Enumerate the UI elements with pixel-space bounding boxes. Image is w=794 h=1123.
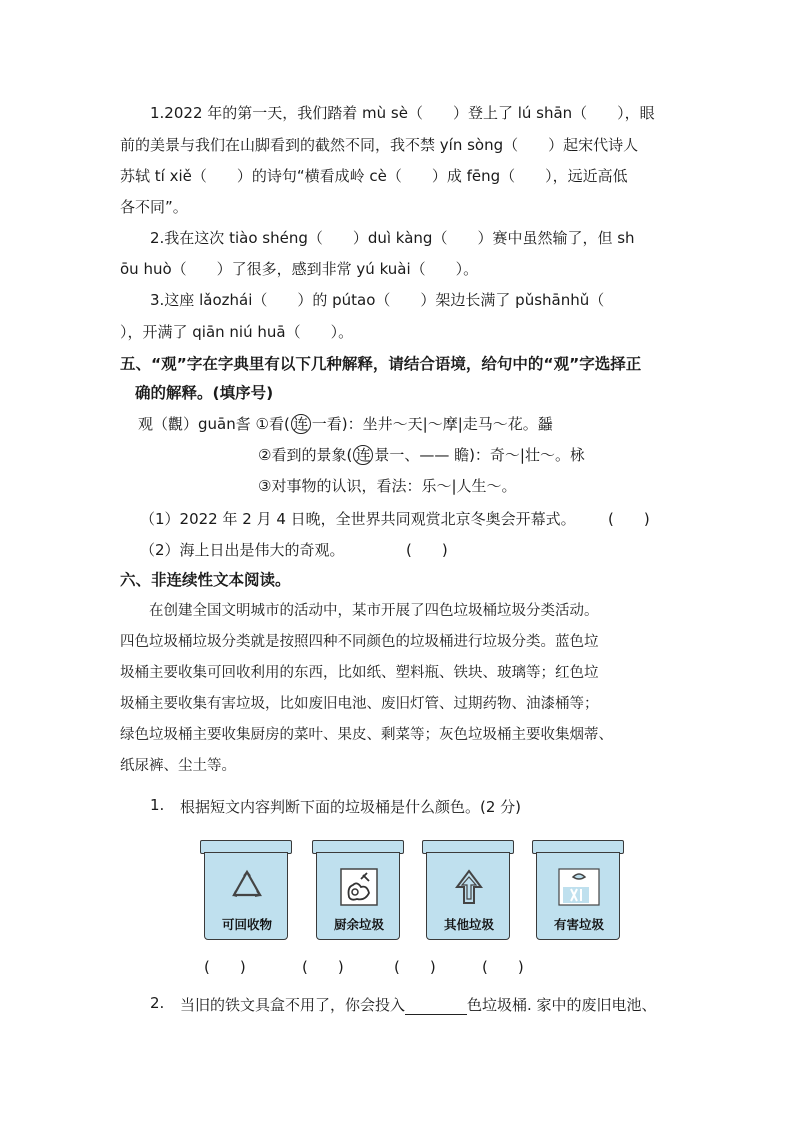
lian-circle-1: 连 (291, 414, 311, 434)
passage-line: 在创建全国文明城市的活动中，某市开展了四色垃圾桶垃圾分类活动。 (120, 603, 599, 619)
q4-line-5: 2.我在这次 tiào shéng（ ）duì kàng（ ）赛中虽然输了，但 sh (150, 229, 635, 247)
section6-q2-text-a: 当旧的铁文具盒不用了，你会投入 (180, 996, 406, 1014)
section5-title-line1: 五、“观”字在字典里有以下几种解释，请结合语境，给句中的“观”字选择正 (120, 355, 642, 373)
q4-line-2: 前的美景与我们在山脚看到的截然不同，我不禁 yín sòng（ ）起宋代诗人 (120, 136, 639, 154)
section6-q2-text-b: 色垃圾桶. 家中的废旧电池、 (467, 996, 657, 1014)
section6-q1-number: 1. (150, 796, 165, 814)
bin-answer-3[interactable]: ( ) (394, 958, 436, 976)
section5-q1-paren[interactable]: ( ) (608, 510, 650, 528)
bin-body (204, 852, 288, 940)
passage-line: 圾桶主要收集有害垃圾，比如废旧电池、废旧灯管、过期药物、油漆桶等； (120, 696, 599, 712)
bin-other-waste (422, 840, 514, 940)
bin-label: 厨余垃圾 (333, 917, 384, 932)
bin-recyclable (200, 840, 292, 940)
q4-line-4: 各不同”。 (120, 198, 188, 216)
section6-q2 (180, 994, 657, 1015)
dict-entry-head: 观（觀）guān䚻 ①看( (138, 415, 290, 433)
bin-food-waste (312, 840, 404, 940)
bin-answer-1[interactable]: ( ) (204, 958, 246, 976)
dict-entry-3: ③对事物的认识，看法：乐～|人生～。 (258, 477, 517, 495)
q4-line-8: ），开满了 qiān niú huā（ ）。 (120, 323, 354, 341)
bin-answer-4[interactable]: ( ) (482, 958, 524, 976)
reading-passage (120, 596, 680, 782)
answer-blank[interactable] (405, 998, 467, 1015)
section5-q1: （1）2022 年 2 月 4 日晚，全世界共同观赏北京冬奥会开幕式。 (140, 510, 576, 528)
dict-entry-2 (258, 445, 585, 465)
bin-body (536, 852, 620, 940)
section6-title: 六、非连续性文本阅读。 (120, 571, 291, 589)
bin-body (316, 852, 400, 940)
bin-label: 有害垃圾 (553, 917, 604, 932)
section6-q2-number: 2. (150, 994, 165, 1012)
hazard-icon (555, 867, 603, 907)
passage-line: 四色垃圾桶垃圾分类就是按照四种不同颜色的垃圾桶进行垃圾分类。蓝色垃 (120, 634, 599, 650)
dict-entry-2-head: ②看到的景象( (258, 446, 353, 464)
bin-answer-2[interactable]: ( ) (302, 958, 344, 976)
q4-line-7: 3.这座 lǎozhái（ ）的 pútao（ ）架边长满了 pǔshānhǔ（ (150, 291, 635, 309)
dict-entry-1 (138, 414, 553, 434)
recycle-icon (227, 867, 267, 907)
food-waste-icon (339, 867, 379, 907)
bin-body (426, 852, 510, 940)
other-waste-icon (449, 867, 489, 907)
q4-line-1: 1.2022 年的第一天，我们踏着 mù sè（ ）登上了 lú shān（ ），眼 (150, 104, 655, 122)
q4-line-6: ōu huò（ ）了很多，感到非常 yú kuài（ ）。 (120, 260, 479, 278)
section5-q2-paren[interactable]: ( ) (406, 541, 448, 559)
q4-line-3: 苏轼 tí xiě（ ）的诗句“横看成岭 cè（ ）成 fēng（ ），远近高低 (120, 167, 628, 185)
section5-q2: （2）海上日出是伟大的奇观。 (140, 541, 345, 559)
lian-circle-2: 连 (353, 445, 373, 465)
dict-entry-1-tail: 一看)：坐井～天|～摩|走马～花。䗺 (311, 415, 553, 433)
section5-title-line2: 确的解释。(填序号) (135, 384, 274, 402)
passage-line: 纸尿裤、尘土等。 (120, 758, 236, 774)
dict-entry-2-tail: 景一、—— 瞻)：奇～|壮～。栐 (374, 446, 585, 464)
section6-q1-text: 根据短文内容判断下面的垃圾桶是什么颜色。(2 分) (180, 798, 522, 816)
bin-hazardous (532, 840, 624, 940)
bin-label: 其他垃圾 (443, 917, 494, 932)
passage-line: 圾桶主要收集可回收利用的东西，比如纸、塑料瓶、铁块、玻璃等；红色垃 (120, 665, 599, 681)
bin-label: 可回收物 (221, 917, 272, 932)
passage-line: 绿色垃圾桶主要收集厨房的菜叶、果皮、剩菜等；灰色垃圾桶主要收集烟蒂、 (120, 727, 613, 743)
